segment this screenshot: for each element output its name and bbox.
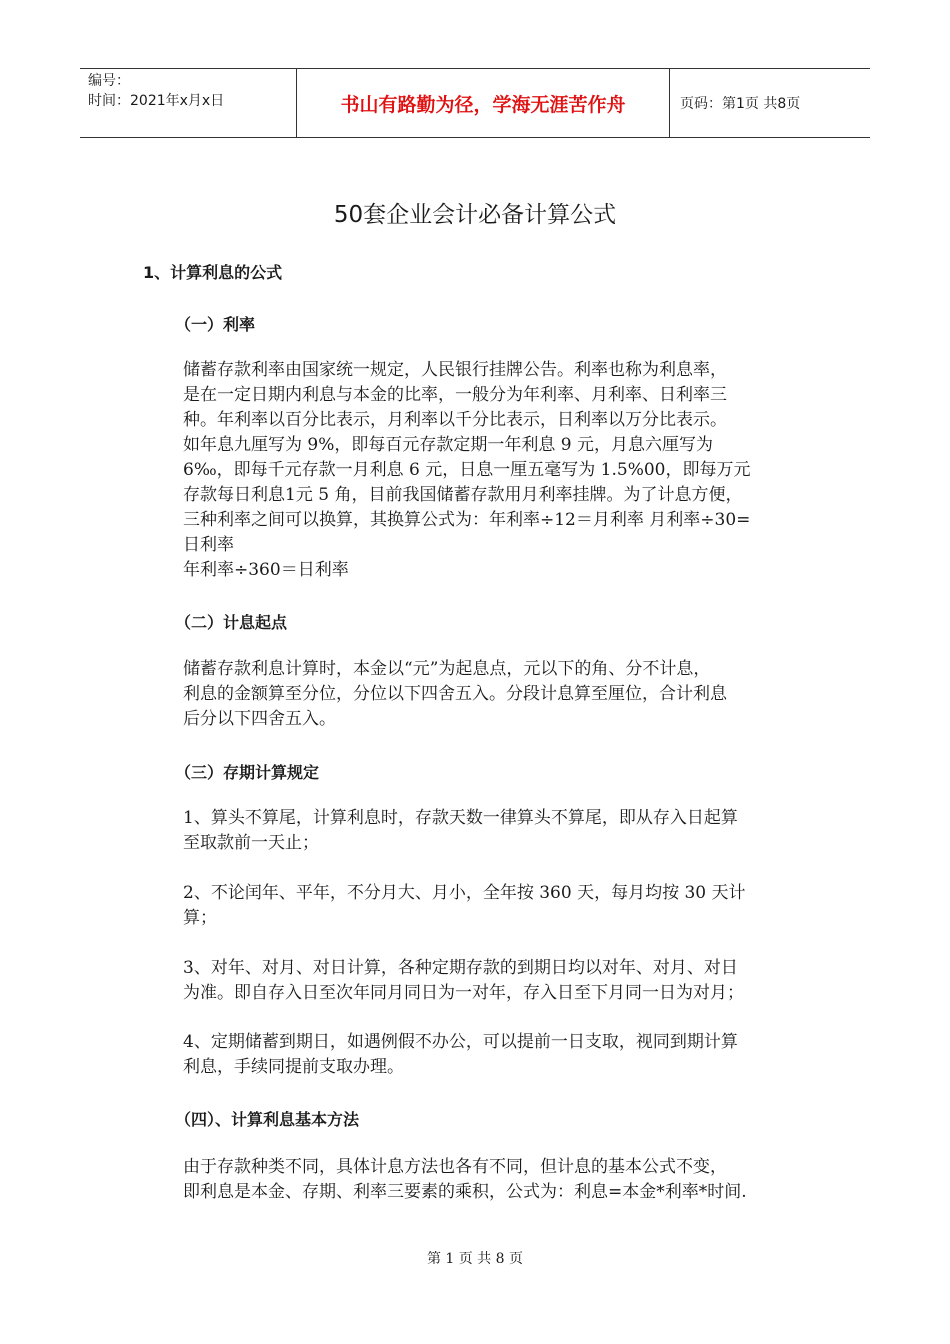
text-line: 种。年利率以百分比表示，月利率以千分比表示，日利率以万分比表示。 <box>183 410 727 430</box>
text-line: 是在一定日期内利息与本金的比率，一般分为年利率、月利率、日利率三 <box>183 385 727 405</box>
paragraph-rule-1 <box>183 806 813 856</box>
page-footer: 第 1 页 共 8 页 <box>426 1251 524 1267</box>
header-meta <box>80 69 297 137</box>
document-title: 50套企业会计必备计算公式 <box>333 202 617 228</box>
text-line: 2、不论闰年、平年，不分月大、月小，全年按 360 天，每月均按 30 天计 <box>183 883 746 903</box>
text-line: 6‰，即每千元存款一月利息 6 元，日息一厘五毫写为 1.5%00，即每万元 <box>183 460 751 480</box>
text-line: 如年息九厘写为 9%，即每百元存款定期一年利息 9 元，月息六厘写为 <box>183 435 713 455</box>
paragraph-rule-3 <box>183 956 813 1006</box>
number-label: 编号： <box>88 73 130 89</box>
text-line: 4、定期储蓄到期日，如遇例假不办公，可以提前一日支取，视同到期计算 <box>183 1032 738 1052</box>
text-line: 为准。即自存入日至次年同月同日为一对年，存入日至下月同一日为对月； <box>183 983 744 1003</box>
text-line: 1、算头不算尾，计算利息时，存款天数一律算头不算尾，即从存入日起算 <box>183 808 738 828</box>
text-line: 利息的金额算至分位，分位以下四舍五入。分段计息算至厘位，合计利息 <box>183 684 727 704</box>
paragraph-start <box>183 657 813 732</box>
text-line: 三种利率之间可以换算，其换算公式为：年利率÷12＝月利率 月利率÷30= <box>183 510 751 530</box>
paragraph-rate <box>183 358 813 583</box>
text-line: 至取款前一天止； <box>183 833 319 853</box>
text-line: 储蓄存款利率由国家统一规定，人民银行挂牌公告。利率也称为利息率， <box>183 360 727 380</box>
text-line: 存款每日利息1元 5 角，目前我国储蓄存款用月利率挂牌。为了计息方便， <box>183 485 743 505</box>
subsection-heading-start: （二）计息起点 <box>175 613 288 632</box>
date-label: 时间：2021年x月x日 <box>88 93 225 109</box>
paragraph-method <box>183 1155 813 1205</box>
document-header <box>80 68 870 138</box>
text-line: 3、对年、对月、对日计算，各种定期存款的到期日均以对年、对月、对日 <box>183 958 738 978</box>
section-heading-1: 1、计算利息的公式 <box>143 263 283 282</box>
subsection-heading-rate: （一）利率 <box>175 315 256 334</box>
subsection-heading-period: （三）存期计算规定 <box>175 763 320 782</box>
text-line: 日利率 <box>183 535 234 555</box>
paragraph-rule-2 <box>183 881 813 931</box>
text-line: 利息，手续同提前支取办理。 <box>183 1057 404 1077</box>
text-line: 由于存款种类不同，具体计息方法也各有不同，但计息的基本公式不变， <box>183 1157 727 1177</box>
text-line: 后分以下四舍五入。 <box>183 709 336 729</box>
text-line: 年利率÷360＝日利率 <box>183 560 349 580</box>
subsection-heading-method: （四）、计算利息基本方法 <box>175 1110 360 1129</box>
text-line: 即利息是本金、存期、利率三要素的乘积，公式为：利息=本金*利率*时间. <box>183 1182 747 1202</box>
text-line: 储蓄存款利息计算时，本金以“元”为起息点，元以下的角、分不计息， <box>183 659 711 679</box>
header-page-info: 页码：第1页 共8页 <box>680 96 801 112</box>
text-line: 算； <box>183 908 217 928</box>
paragraph-rule-4 <box>183 1030 813 1080</box>
header-motto: 书山有路勤为径，学海无涯苦作舟 <box>297 69 670 137</box>
